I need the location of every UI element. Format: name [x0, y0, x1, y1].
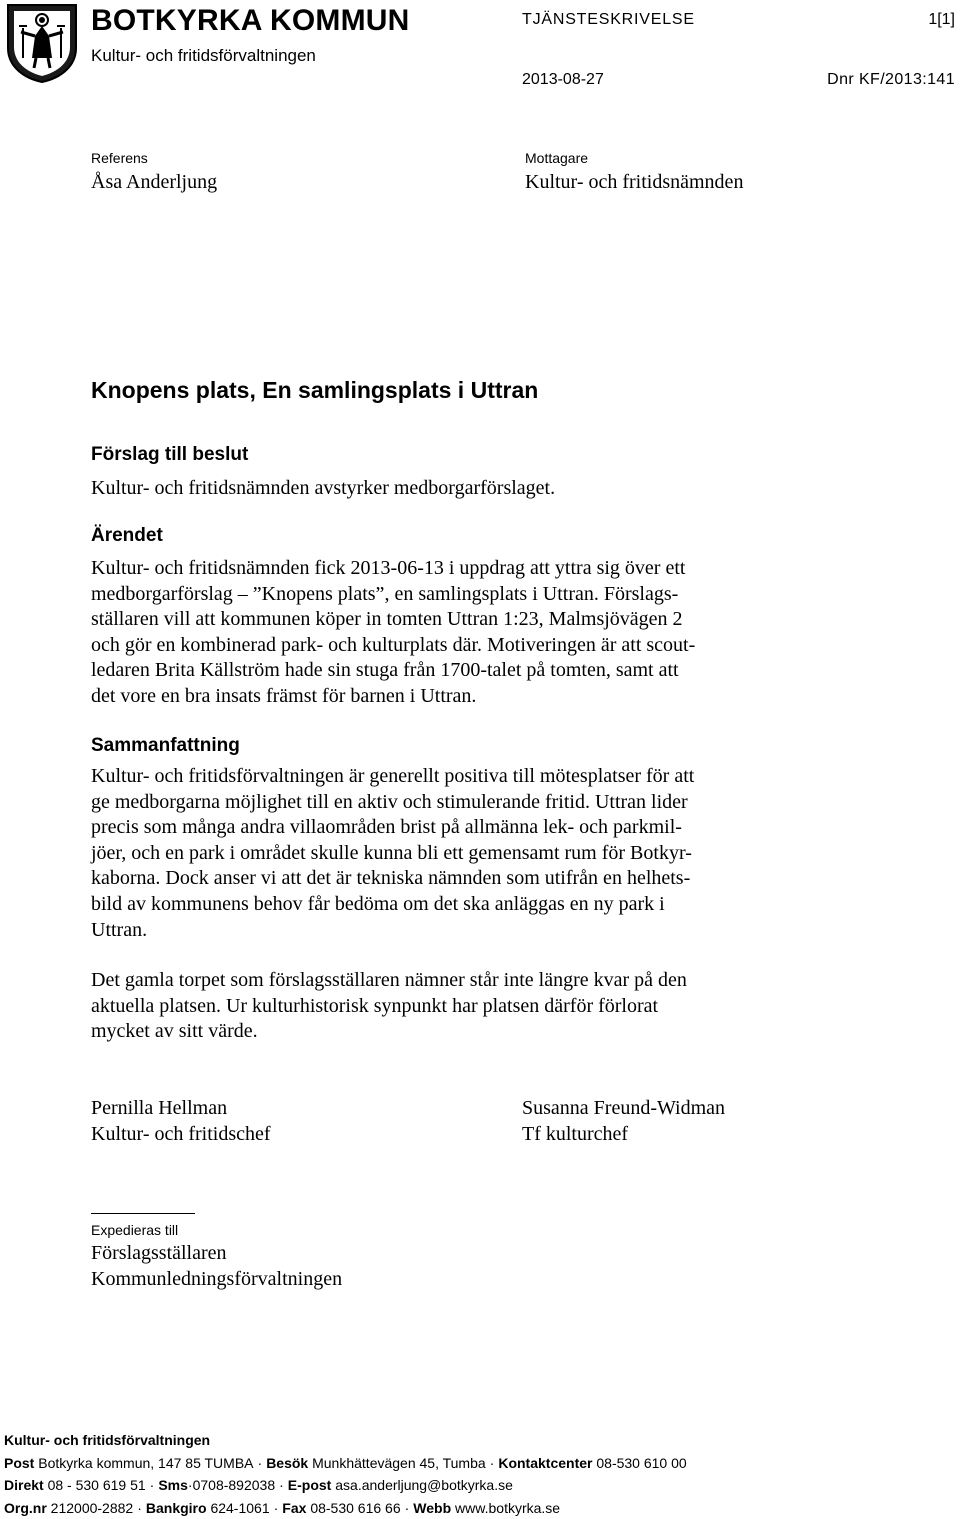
footer-label: Besök: [266, 1454, 309, 1471]
page-count: 1[1]: [928, 11, 955, 28]
paragraph-line: Det gamla torpet som förslagsställaren nämner står inte längre kvar på den: [91, 969, 687, 991]
paragraph-line: Kultur- och fritidsnämnden fick 2013-06-13 i uppdrag att yttra sig över ett: [91, 557, 686, 579]
reference-value: Åsa Anderljung: [91, 171, 218, 193]
footer-sms: 0708-892038: [192, 1477, 276, 1493]
divider: [91, 1213, 195, 1214]
paragraph-line: Kultur- och fritidsnämnden avstyrker medborgarförslaget.: [91, 477, 556, 499]
paragraph-line: Kultur- och fritidsförvaltningen är generellt positiva till mötesplatser för att: [91, 765, 695, 787]
footer-email[interactable]: asa.anderljung@botkyrka.se: [335, 1477, 513, 1493]
footer-label: E-post: [287, 1477, 332, 1493]
paragraph-line: medborgarförslag – ”Knopens plats”, en samlingsplats i Uttran. Förslags-: [91, 582, 679, 605]
paragraph-line: jöer, och en park i området skulle kunna bli ett gemensamt rum för Botkyr-: [91, 841, 692, 864]
distribution-list: [91, 1241, 342, 1292]
reference-label: Referens: [91, 150, 148, 166]
department-name: Kultur- och fritidsförvaltningen: [91, 46, 316, 65]
footer-direct: 08 - 530 619 51: [47, 1477, 146, 1493]
paragraph-line: det vore en bra insats främst för barnen i Uttran.: [91, 684, 477, 707]
recipient-value: Kultur- och fritidsnämnden: [525, 171, 744, 193]
footer-bankgiro: 624-1061: [210, 1499, 270, 1516]
paragraph-line: ledaren Brita Källström hade sin stuga från 1700-talet på tomten, samt att: [91, 659, 679, 682]
footer-label: Fax: [282, 1499, 307, 1516]
footer-label: Direkt: [4, 1477, 44, 1493]
paragraph-line: precis som många andra villaområden brist på allmänna lek- och parkmil-: [91, 816, 682, 839]
footer-orgnr: 212000-2882: [50, 1499, 134, 1516]
paragraph-line: kaborna. Dock anser vi att det är tekniska nämnden som utifrån en helhets-: [91, 867, 691, 890]
paragraph-line: Uttran.: [91, 918, 148, 941]
list-item: Förslagsställaren: [91, 1242, 227, 1264]
distribution-label: Expedieras till: [91, 1222, 179, 1238]
footer-department: Kultur- och fritidsförvaltningen: [4, 1432, 211, 1448]
summary-heading: Sammanfattning: [91, 735, 240, 756]
summary-paragraph: [91, 968, 801, 1045]
footer-web[interactable]: www.botkyrka.se: [455, 1499, 561, 1516]
recipient-label: Mottagare: [525, 150, 589, 166]
paragraph-line: och gör en kombinerad park- och kulturplats där. Motiveringen är att scout-: [91, 633, 696, 656]
document-date: 2013-08-27: [522, 71, 604, 88]
paragraph-line: mycket av sitt värde.: [91, 1020, 258, 1043]
matter-paragraph: [91, 556, 801, 710]
paragraph-line: bild av kommunens behov får bedöma om det ska anläggas en ny park i: [91, 892, 665, 915]
footer-label: Org.nr: [4, 1499, 47, 1516]
footer: Kultur- och fritidsförvaltningen Post Botkyrka kommun, 147 85 TUMBA · Besök Munkhättevägen 45, Tumba · Kontaktcenter 08-530 610 00 Direkt 08 - 530 619 51 · Sms·0708-892038 · E-post asa.anderljung@botkyrka.se Org.nr 212000-2882 · Bankgiro 624-1061 · Fax 08-530 616 66 · Webb www.botkyrka.se: [4, 1432, 687, 1516]
signature-block: [91, 1096, 271, 1147]
signatory-title: Kultur- och fritidschef: [91, 1122, 271, 1145]
signature-block: [522, 1096, 725, 1147]
footer-label: Bankgiro: [145, 1499, 207, 1516]
paragraph-line: ställaren vill att kommunen köper in tomten Uttran 1:23, Malmsjövägen 2: [91, 608, 683, 631]
organization-name: BOTKYRKA KOMMUN: [91, 4, 410, 37]
footer-visit: Munkhättevägen 45, Tumba: [312, 1454, 486, 1471]
paragraph-line: ge medborgarna möjlighet till en aktiv och stimulerande fritid. Uttran lider: [91, 790, 688, 813]
paragraph-line: aktuella platsen. Ur kulturhistorisk synpunkt har platsen därför förlorat: [91, 994, 659, 1017]
footer-label: Post: [4, 1454, 35, 1471]
footer-contact: 08-530 610 00: [596, 1454, 687, 1471]
coat-of-arms-icon: [5, 2, 79, 84]
footer-label: Kontaktcenter: [498, 1454, 593, 1471]
document-number: Dnr KF/2013:141: [827, 71, 955, 88]
footer-label: Sms: [158, 1477, 188, 1493]
signatory-title: Tf kulturchef: [522, 1122, 629, 1145]
footer-post: Botkyrka kommun, 147 85 TUMBA: [38, 1454, 254, 1471]
footer-label: Webb: [413, 1499, 452, 1516]
matter-heading: Ärendet: [91, 525, 163, 546]
document-title: Knopens plats, En samlingsplats i Uttran: [91, 377, 539, 403]
summary-paragraph: [91, 764, 801, 943]
list-item: Kommunledningsförvaltningen: [91, 1267, 343, 1290]
document-type: TJÄNSTESKRIVELSE: [522, 11, 695, 28]
proposal-heading: Förslag till beslut: [91, 444, 249, 465]
footer-fax: 08-530 616 66: [310, 1499, 401, 1516]
signatory-name: Pernilla Hellman: [91, 1097, 228, 1119]
signatory-name: Susanna Freund-Widman: [522, 1097, 726, 1119]
proposal-text: [91, 476, 801, 502]
